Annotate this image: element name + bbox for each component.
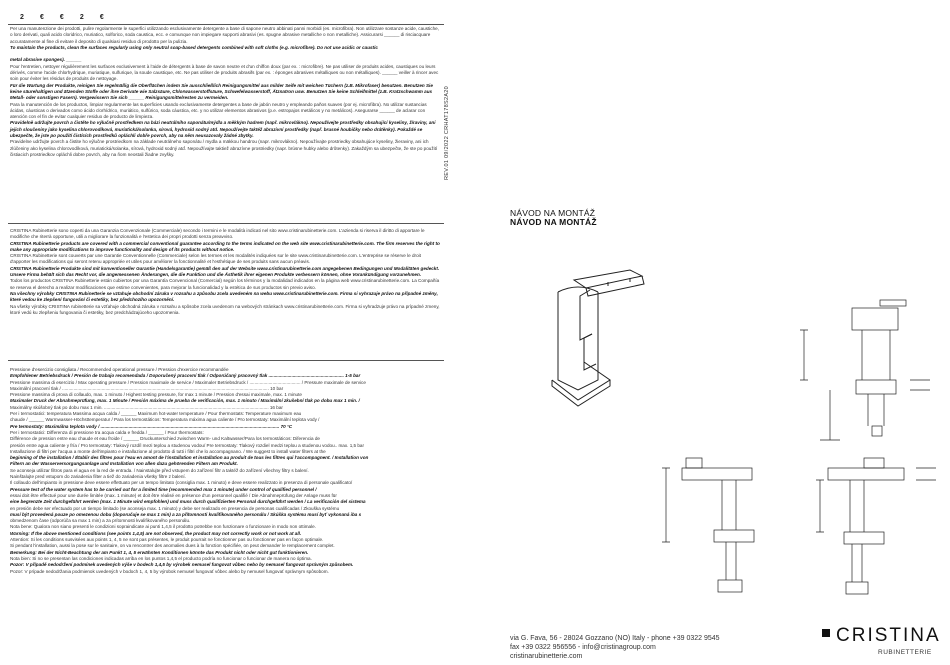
technical-paragraph: Warning: If the above mentioned conditions (see points 1,4,5) are not observed, the product may not correctly work or not work at all.	[10, 530, 302, 536]
technical-paragraph: obmedzenom čase (odporúča sa max 1 min) a za prítomnosti kvalifikovaného personálu.	[10, 518, 191, 524]
technical-paragraph: Différence de pression entre eau chaude et eau froide / ______ Druckunterschied zwischen Warm- und Kaltwasser/Para los termostáticos: Diferencia de	[10, 436, 320, 442]
technical-paragraph: Pressure test of the water system has to be carried out for a limited time (recommended max 1 minute) under control of qualified personnel /	[10, 486, 317, 492]
care-icon-3: €	[59, 14, 64, 21]
warranty-paragraph: Na všechny výrobky CRISTINA Rubinetterie se vztahuje obchodní záruka v rozsahu a způsobu zcela uvedeném na webu www.cristinarubinetterie.com. Firma si vyhrazuje právo na případné změny, které vedou ke zlepšení fungování či estetiky, bez předchozího upozornění.	[10, 290, 438, 303]
manual-title-line1: NÁVOD NA MONTÁŽ	[510, 208, 596, 218]
technical-paragraph: Bemerkung: Bei der Nicht-Beachtung der am Punkt 1, 4, 5 erwähnten Konditionen könnte das Produkt nicht oder nicht gut funktionieren.	[10, 549, 309, 555]
faucet-drawings	[460, 230, 950, 640]
divider-warranty	[8, 223, 444, 224]
faucet-side-view-right	[816, 458, 936, 594]
cleaning-paragraph: Pour l'entretien, nettoyer régulièrement les surfaces exclusivement à l'aide de détergents à base de savon neutre et d'un chiffon doux (par ex. : microfibre). Ne pas utiliser de produits acides, caustiques ou leurs dérivés, comme l'acide chlorhydrique, muriatique, sulfurique, la soude caustique, etc. Ne pas utiliser de produits abrasifs (par ex. : éponges abrasives métalliques ou non métalliques). ______ veiller à rincer avec soin pour éviter les résidus de produits de nettoyage.	[10, 63, 439, 82]
warranty-paragraph: CRISTINA Rubinetterie Produkte sind mit konventioneller Garantie (Handelsgarantie) gemäß den auf der Website www.cristinarubinetterie.com angegebenen Bedingungen und Modalitäten gedeckt. Unsere Firma behält sich das Recht vor, die angemessenen Änderungen, die die Funktion und die Ästhetik ihrer eigenen Produkte verbessern können, ohne Vorankündigung vorzunehmen.	[10, 265, 440, 278]
technical-paragraph: Pozor: V případě nedodržení podmínek uvedených výše v bodech 1,4,5 by výrobek nemusel fungovat vůbec nebo by nemusel fungovat správným způsobem.	[10, 562, 354, 568]
technical-paragraph: Pressione massima di esercizio / Max operating pressure / Pression maximale de service / Maximaler Betriebsdruck / ........................................ / Pressure maximale de service	[10, 379, 366, 385]
fax-line: fax +39 0322 956556 - info@cristinagroup.com	[510, 644, 656, 651]
technical-paragraph: Maximálny skúšobný tlak po dobu max 1 min. ................................................................................................................................. 16 bar	[10, 404, 283, 410]
website-line: cristinarubinetterie.com	[510, 653, 583, 660]
divider-top	[8, 24, 444, 25]
faucet-side-view-left	[662, 458, 754, 592]
cleaning-paragraph: Für die Wartung der Produkte, reinigen Sie regelmäßig die Oberflächen indem Sie ausschließlich Reinigungsmittel aus milder Seife mit weichen Tüchern (z.B. Mikrofaser) benutzen. Benutzen Sie keine säurehaltigen und ätzenden Stoffe oder ihre Derivate wie Salzsäure, Chlorwasserstoffsäure, Schwefelwasserstoff, Ätznatron usw. Benutzen Sie keine Schleifmittel (z.B. Kratzschwamm aus Metall- oder sonstigen Fasern). Vergewissern Sie sich ______ Reinigungsmittelresten zu vermeiden.	[10, 82, 433, 101]
technical-paragraph: Pre termostaty: Maximálna teplota vody / ............................................................................................................................................ 70 °C	[10, 423, 293, 429]
warranty-paragraph: CRISTINA Rubinetterie products are covered with a commercial conventional guarantee according to the terms indicated on the web site www.cristinarubinetterie.com. The firm reserves the right to make any appropriate modifications to improve functionality and design of its products without notice.	[10, 240, 440, 252]
cleaning-paragraph: Pravidelne udržujte povrch a čistite ho výlučne prostriedkom na základe neutrálneho saponátu / mydla a mäkkou handrou (napr. mikrovlákno). Nepoužívajte prostriedky obsahujúce kyseliny, žieraviny, ani ich zlúčeniny ako kyselina chlorovodíková, muriatická/solanka, sírová, hydroxid sodný atď. Nepoužívajte taktiež abrazívne prostriedky (napr. brúsne hubky alebo drôtenky). Zakaždým sa ubezpečte, že ste po použití čistiacich prostriedkov opláchli dobre povrch, aby na ňom neostali žiadne zvyšky.	[10, 139, 438, 157]
technical-paragraph: Installazione di filtri per l'acqua a monte dell'impianto e installazione al prodotto di tutti i filtri che lo accompagnano. / We suggest to install water filters at the	[10, 448, 326, 454]
technical-paragraph: Nainštalujte pred vstupom do zariadenia filter a tiež do zariadenia všetky filtre z balení.	[10, 474, 186, 480]
technical-paragraph: Maximální pracovní tlak / .................................................................................................................................................................. 10 bar	[10, 385, 284, 391]
faucet-side-view-top	[800, 300, 930, 440]
technical-paragraph: musí být provedená pouze po omezenou dobu (doporučuje se max 1 min) a za přítomnosti kvalifikovaného personálu / Skúška systému musí byť vykonaná iba s	[10, 511, 362, 517]
technical-paragraph: Il collaudo dell'impianto in pressione deve essere effettuato per un tempo limitato (consiglia max. 1 minuto) e deve essere realizzato in presenza di personale qualificato/	[10, 480, 353, 486]
warranty-paragraph: Todos los productos CRISTINA Rubinetterie están cubiertos por una Garantía Convencional (Comercial) según los términos y la modalidad indicados en la página web www.cristinarubinetterie.com. La Compañía se reserva el derecho a realizar modificaciones que estime convenientes, para mejorar la funcionalidad y la estética de sus productos sin previo aviso.	[10, 278, 440, 290]
warranty-paragraph: Na všetky výrobky CRISTINA rubinetterie sa vzťahuje obchodná záruka v rozsahu a spôsobe zcela uvedenom na webových stránkach www.cristinarubinetterie.com. Firma si vyhradzuje právo na prípadné zmeny, ktoré vedú ku zlepšeniu fungovania či estetiky, bez predchádzajúceho upozornenia.	[10, 303, 440, 315]
technical-paragraph: Per i termostatici: Differenza di pressione tra acqua calda e fredda / ______ / Pour thermostats:	[10, 429, 204, 435]
technical-paragraph: Empfohlener Betriebsdruck / Presión de trabajo recomendada / Doporučený pracovní tlak / Odporúčaný pracovný tlak ........................................................... 1-5 bar	[10, 373, 361, 379]
technical-paragraph: Attention: Si les conditions susvisées aux points 1, 4, 5 ne sont pas présentes, le produit pourrait ne fonctionner pas ou fonctionner pas en façon optimale.	[10, 537, 324, 543]
care-icons-row	[20, 14, 118, 21]
technical-paragraph: Filtern an der Wasserversorgungsanlage und Installation von allen dazu gehörenden Filtern am Produkt.	[10, 461, 238, 467]
manual-title-line2: NÁVOD NA MONTÁŽ	[510, 217, 597, 227]
logo-square-icon	[822, 629, 830, 637]
technical-paragraph: presión entre agua caliente y fría / Pro termostaty: Tlakový rozdíl mezi teplou a studenou vodou/ Pre termostaty: Tlakový rozdiel medzi teplou a studenou vodou.. max. 1,5 bar	[10, 442, 364, 448]
cleaning-paragraph: Pravidelně udržujte povrch a čistěte ho výlučně prostředkem na bázi neutrálního saponátu/mýdla a měkkým hadrem (např. mikrovlákno). Nepoužívejte prostředky obsahující kyseliny, žíraviny, ani jejich sloučeniny jako kyselina chlorovodíková, muriatická/solanka, sírová, hydroxid sodný atd. Nepoužívejte taktéž abrazivní prostředky (např. brusné houbičky nebo drátěnky). Pokaždé se ubezpečte, že jste po použití čistících prostředků opláchli dobře povrch, aby na něm neusazovaly žádné zbytky.	[10, 120, 436, 139]
technical-paragraph: Pressione massima di prova di collaudo, max. 1 minuto / Highest testing pressure, for max 1 minute / Pression d'essai maximale, max. 1 minute	[10, 392, 302, 398]
logo-name: CRISTINA	[836, 625, 941, 646]
warranty-paragraph: CRISTINA Rubinetterie sont couverts par une Garantie Conventionnelle (Commerciale) selon les termes et les modalités indiquées sur le site www.cristinarubinetterie.com. L'entreprise se réserve le droit d'apporter les modifications qui seront retenu appropriée et utiles pour améliorer la fonctionnalité et l'esthétique de ses produits sans aucun préavis.	[10, 253, 421, 265]
revision-code: REV.01 09/2022 CRHAT178S2A20	[444, 85, 450, 180]
instructions-column	[6, 0, 442, 665]
manual-title	[510, 209, 597, 227]
care-icon-5: €	[99, 14, 104, 21]
technical-paragraph: chaude / ______ Warmwasser-Höchsttemperatur / Para los termostáticos: Temperatura máxima agua caliente / Pro termostaty: Maximální teplota vody /	[10, 417, 320, 423]
divider-technical	[8, 360, 444, 361]
cleaning-text	[10, 26, 442, 158]
care-icon-2: €	[39, 14, 44, 21]
warranty-paragraph: CRISTINA Rubinetterie sono coperti da una Garanzia Convenzionale (Commerciale) secondo i termini e le modalità indicati nel sito www.cristinarubinetterie.com. L'azienda si riserva il diritto di apportare le modifiche che riterrà opportune, utili a migliorare la funzionalità e l'estetica dei propri prodotti senza preavviso.	[10, 228, 425, 240]
logo-subtitle: RUBINETTERIE	[878, 649, 932, 656]
cleaning-paragraph: Per una manutenzione dei prodotti, pulire regolarmente le superfici utilizzando esclusivamente detergente a base di sapone neutro abbinati panni morbidi (es. microfibra). Non utilizzare sostanze acide, caustiche, o loro derivati, quali acido cloridrico, muriatico, solforico, soda caustica, ecc. e comunque non impiegare supporti abrasivi (es. spugne abrasive metalliche o non metalliche). Assicurarsi ______ di risciacquare accuratamente al fine di evitare il deposito di qualsiasi residuo di prodotto per la pulizia.	[10, 26, 439, 44]
technical-paragraph: Maximaler Druck der Abnahmeprüfung, max. 1 Minute / Presión máxima de prueba de verificación, max. 1 minuto / Maximální zkušební tlak po dobu max 1 min. /	[10, 398, 360, 404]
cleaning-paragraph: metal abrasive sponges). ______	[10, 57, 82, 63]
technical-paragraph: Pozor: V prípade nedodržania podmienok uvedených v bodoch 1, 4, 5 by výrobok nemusel fungovať vôbec alebo by nemusel fungovať správnym spôsobom.	[10, 568, 329, 574]
address-line: via G. Fava, 56 - 28024 Gozzano (NO) Italy - phone +39 0322 9545	[510, 635, 720, 642]
care-icon-4: 2	[79, 14, 84, 21]
technical-paragraph: Nota bene: Qualora non siano presenti le condizioni sopraindicate ai punti 1,4,5 il prodotto potrebbe non funzionare o funzionare in modo non ottimale.	[10, 524, 316, 530]
technical-paragraph: Si pendant l'installation, aussi la pose sur le sanitaire, on va rencontrer des anomalies dues à la fonction spécifiée, on peut demander le remplacement complet.	[10, 543, 335, 549]
technical-paragraph: Se aconseja utilizar filtros para el agua en la red de entrada. / Nainstalujte před vstupem do zařízení filtr a taktéž do zařízení všechny filtry s balení.	[10, 467, 309, 473]
cleaning-paragraph: Para la manutención de los productos, limpiar regularmente las superficies usando exclusivamente detergentes a base de jabón neutro y empleando paños suaves (por ej. microfibra). No utilizar sustancias ácidas, cáusticas o derivados como ácido clorhídrico, muriático, sulfúrico, soda cáustica, etc. y no utilizar elementos abrasivos (p.e. estropajos metálicos y no metálicos). Asegurarse ______ de aclarar con atención con el fin de evitar cualquier residuo de producto de limpieza.	[10, 101, 427, 120]
care-icon-1: 2	[20, 14, 24, 21]
technical-paragraph: en presión debe ser efectuado por un tiempo limitado (se aconseja max. 1 minuto) y debe ser realizado en presencia de personas cualificadas / Zkouška systému	[10, 505, 340, 511]
company-address	[510, 634, 720, 661]
technical-paragraph: eine begrenzte Zeit durchgeführt werden (max. 1 Minute wird empfohlen) und muss durch qualifizierten Personal durchgeführt werden / La verificación del sistema	[10, 499, 366, 505]
warranty-text	[10, 228, 442, 316]
technical-paragraph: Per i termostatici: temperatura Massima acqua calda / ______ Maximum hot-water temperature / Pour thermostats: Temperature maximum eau	[10, 411, 302, 417]
technical-paragraph: essai doit être effectué pour une durée limitée (max. 1 minute) et doit être réalisé en présence d'un personnel qualifié / Die Abnahmeprüfung der Anlage muss für	[10, 492, 337, 498]
cleaning-paragraph: To maintain the products, clean the surfaces regularly using only neutral soap-based detergents combined with soft cloths (e.g. microfibre). Do not use acidic or caustic	[10, 44, 378, 50]
technical-text	[10, 367, 442, 575]
technical-paragraph: Pressione d'esercizio consigliata / Recommended operational pressure / Pression d'exercice recommandée	[10, 367, 229, 372]
faucet-perspective-drawing	[552, 270, 644, 406]
technical-paragraph: beginning of the installation / Établir des filtres pour l'eau en amont de l'installation et installation au produit de tous les filtres qui l'accompagnent. / Installation von	[10, 455, 369, 461]
technical-paragraph: Nota bien: Si no se presentan las condiciones indicadas arriba en los puntos 1,4,5 el producto podría no funcionar o funcionar de manera no óptima.	[10, 555, 312, 561]
